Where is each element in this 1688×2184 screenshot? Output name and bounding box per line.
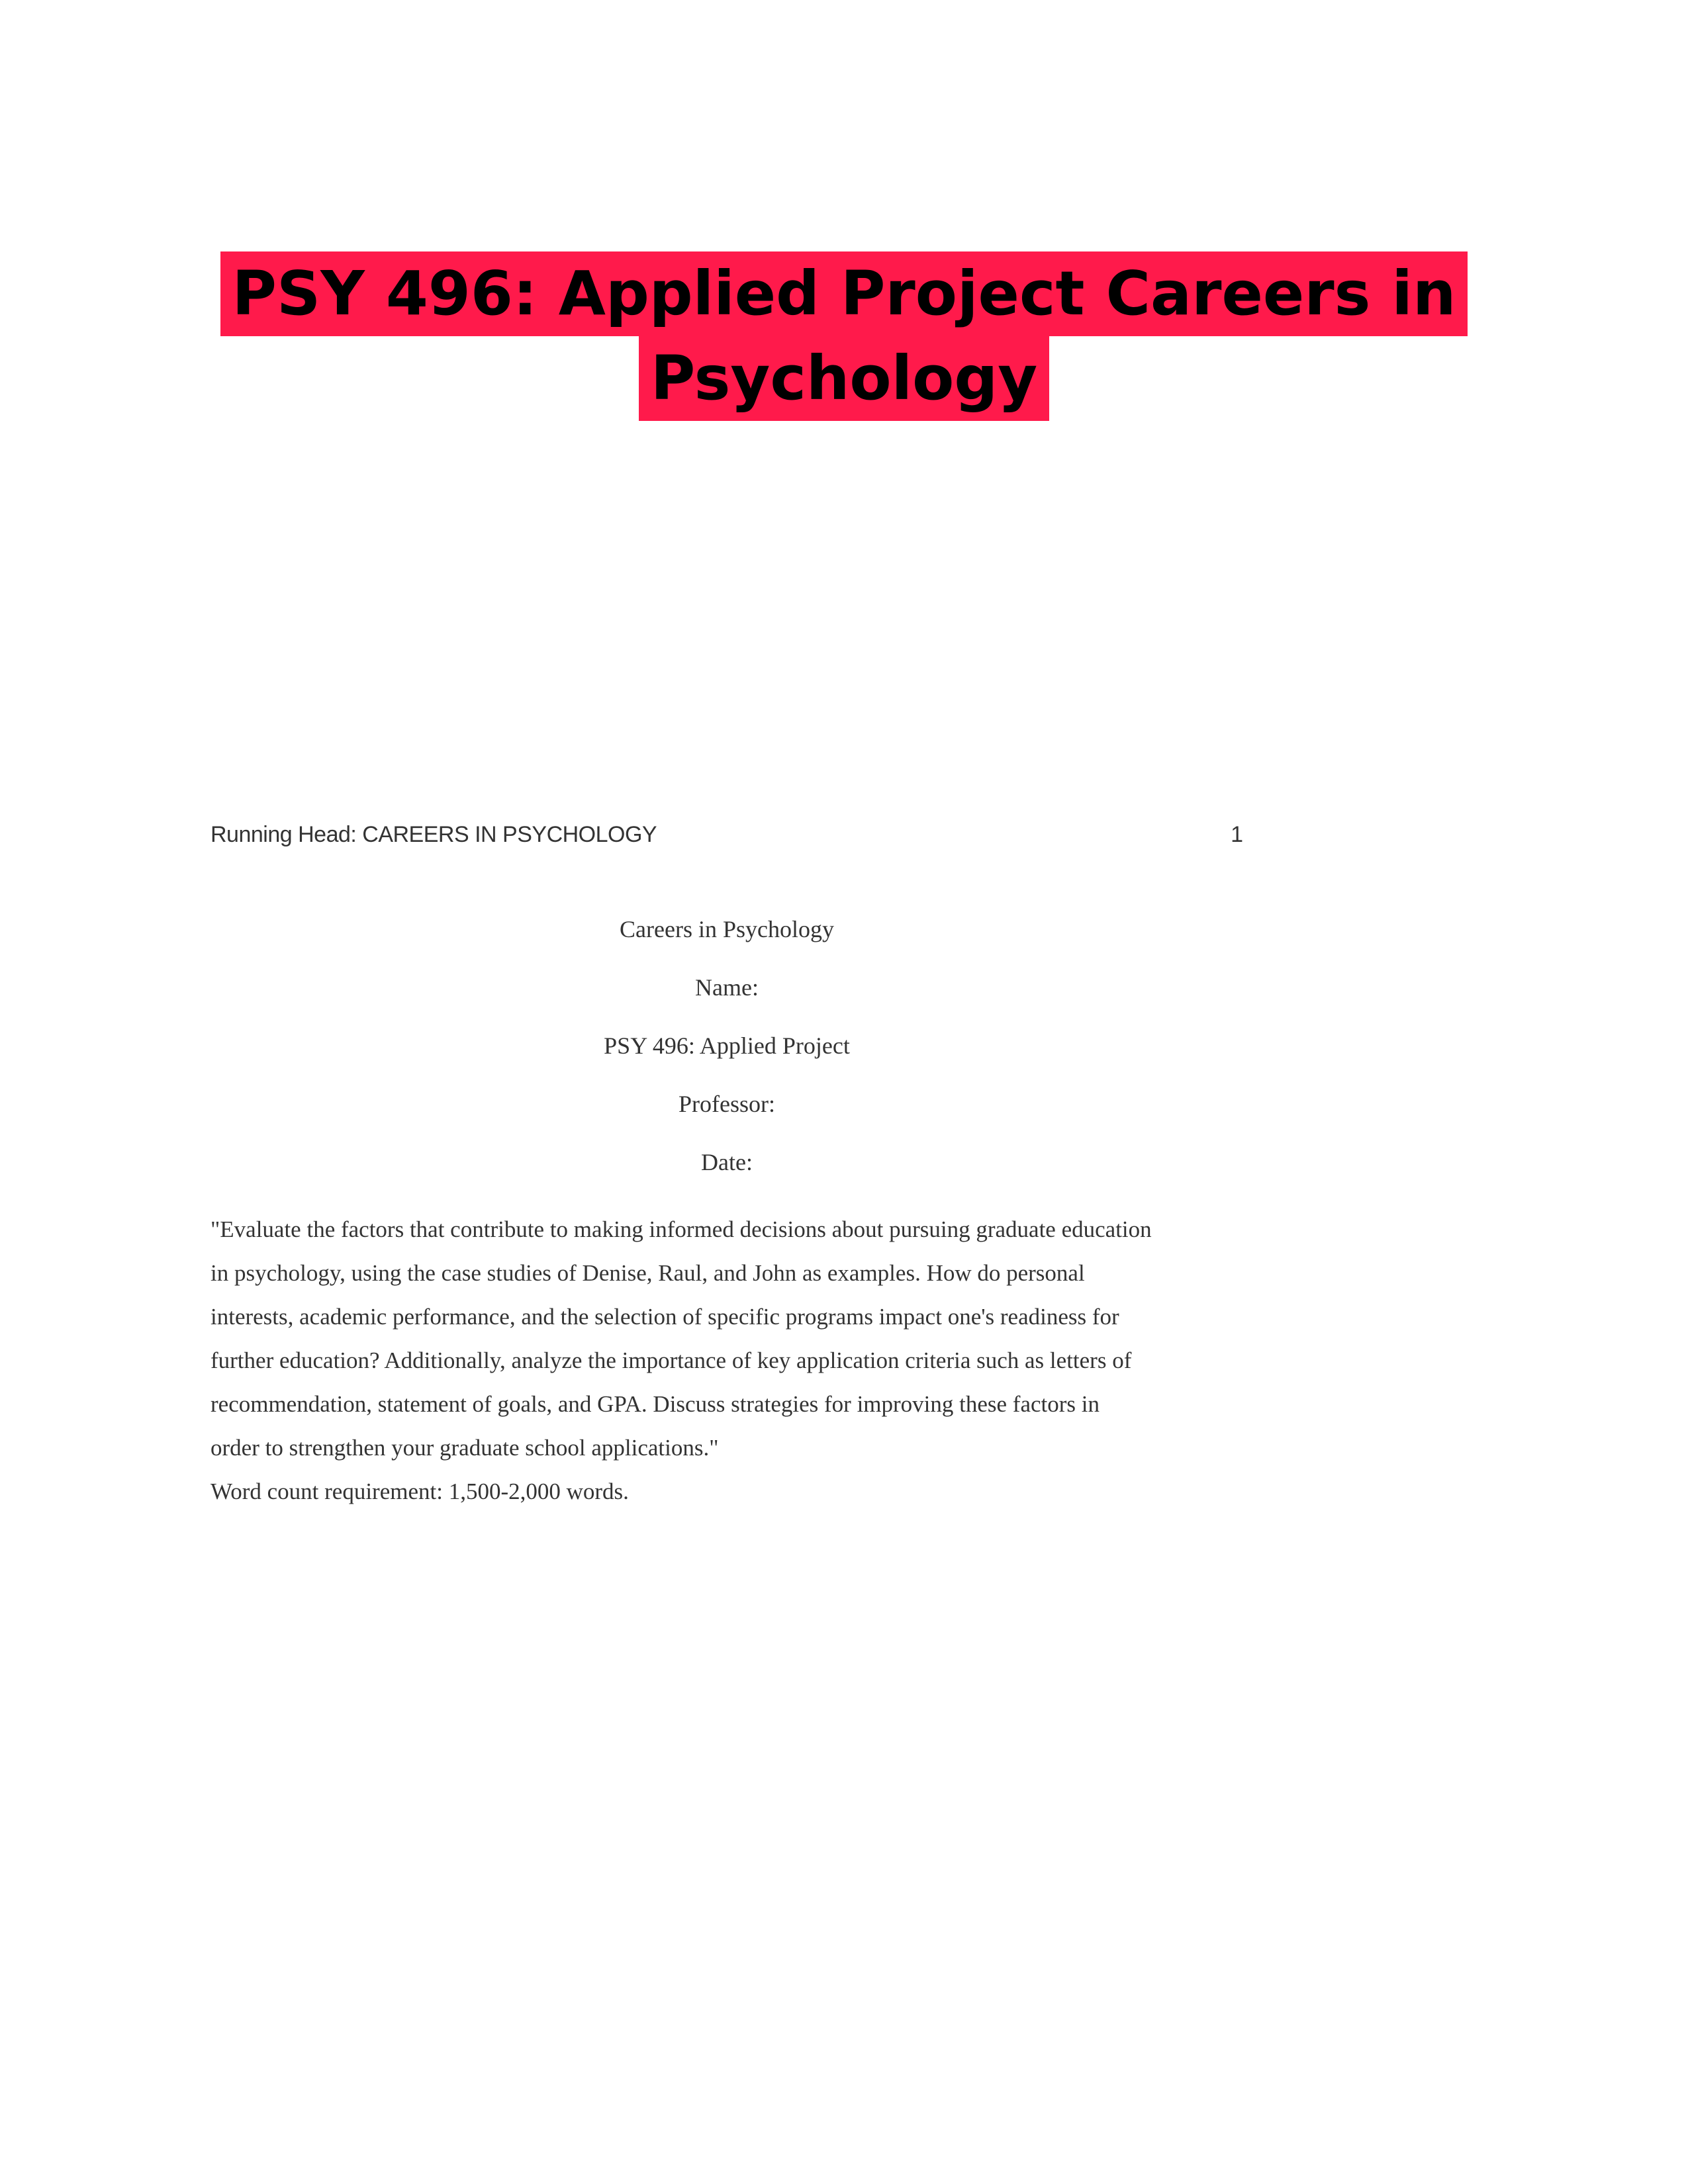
prompt-line: interests, academic performance, and the selection of specific programs impact one's readiness for	[211, 1304, 1119, 1330]
word-count-requirement: Word count requirement: 1,500-2,000 words.	[211, 1479, 629, 1504]
prompt-line: order to strengthen your graduate school applications."	[211, 1435, 719, 1461]
assignment-prompt	[211, 1208, 1256, 1514]
title-line-2: Psychology	[639, 336, 1049, 421]
course-field: PSY 496: Applied Project	[604, 1032, 850, 1059]
prompt-line: "Evaluate the factors that contribute to making informed decisions about pursuing graduate education	[211, 1216, 1152, 1242]
prompt-line: further education? Additionally, analyze the importance of key application criteria such as letters of	[211, 1347, 1132, 1373]
running-head: Running Head: CAREERS IN PSYCHOLOGY	[211, 822, 657, 847]
paper-title: Careers in Psychology	[620, 916, 834, 942]
prompt-line: recommendation, statement of goals, and GPA. Discuss strategies for improving these factors in	[211, 1391, 1100, 1417]
title-page-block	[211, 900, 1243, 1191]
page-number: 1	[1231, 822, 1243, 847]
document-page-preview	[211, 801, 1243, 1529]
title-line-1: PSY 496: Applied Project Careers in	[220, 251, 1468, 336]
page-title	[0, 251, 1688, 421]
prompt-line: in psychology, using the case studies of Denise, Raul, and John as examples. How do personal	[211, 1260, 1085, 1286]
name-field: Name:	[695, 974, 759, 1001]
professor-field: Professor:	[679, 1091, 775, 1117]
date-field: Date:	[701, 1149, 753, 1175]
